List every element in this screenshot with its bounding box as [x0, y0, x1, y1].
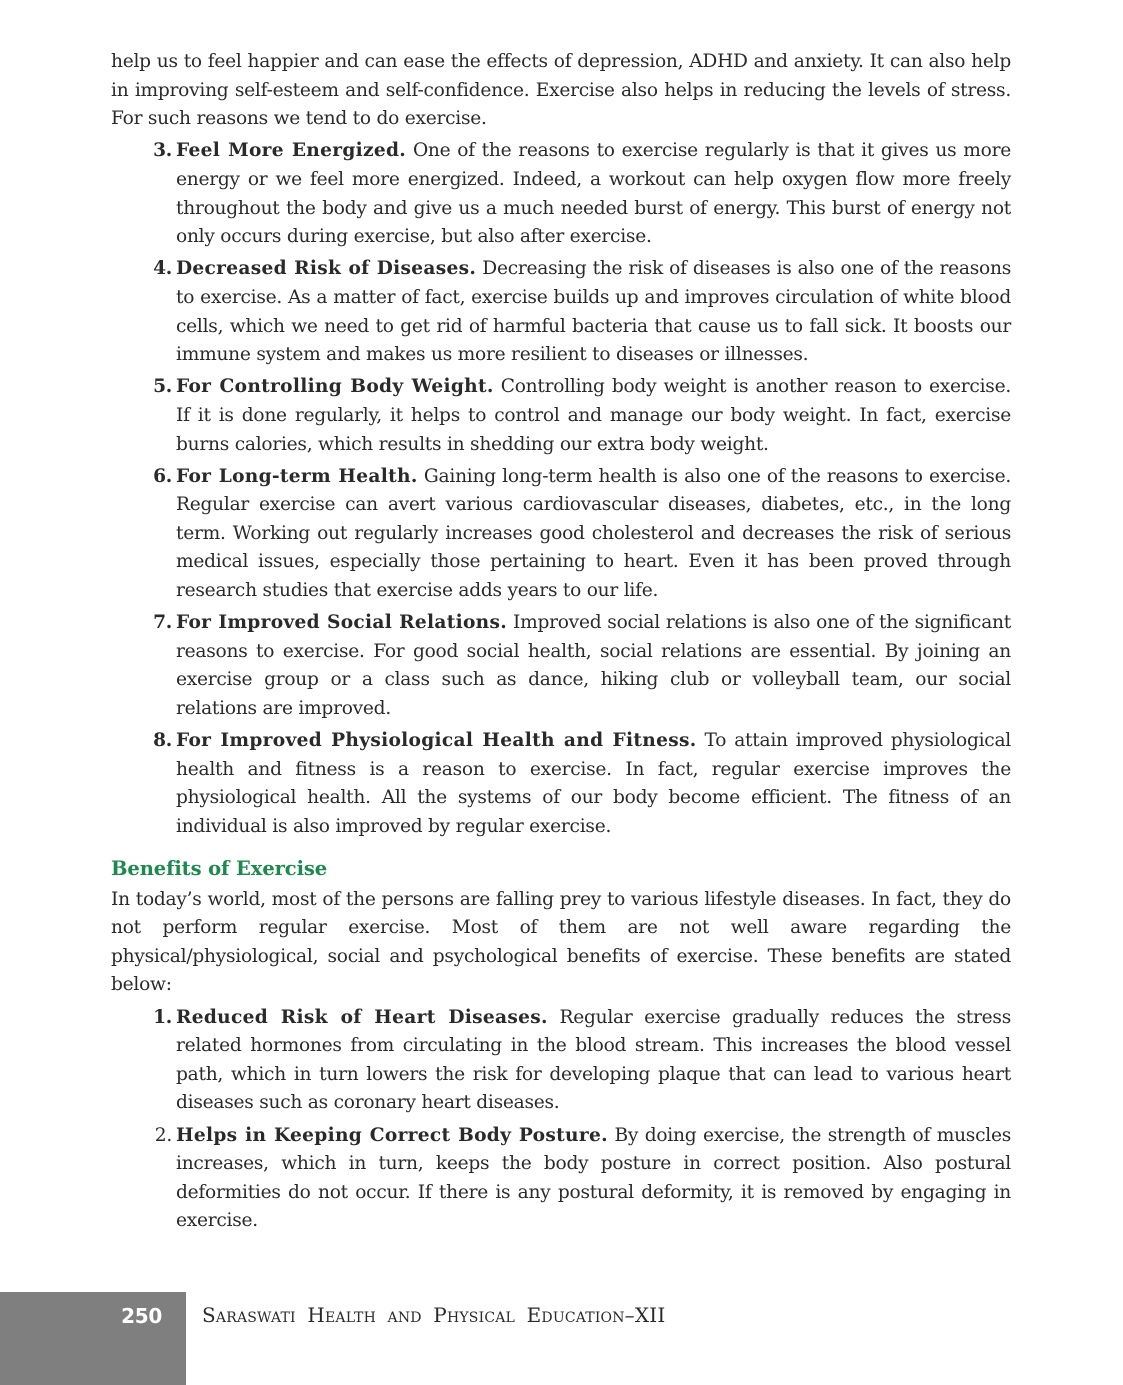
item-lead: For Controlling Body Weight. — [176, 376, 494, 398]
item-number: 4. — [153, 258, 172, 280]
item-text: Improved social relations is also one of the significant reasons to exercise. For good social health, social relations are essential. By joining an exercise group or a class such as dance, hiking club or volleyball team, our social relations are improved. — [176, 612, 1011, 720]
list-item — [153, 137, 1011, 251]
item-lead: Decreased Risk of Diseases. — [176, 258, 477, 280]
item-number: 6. — [153, 465, 172, 487]
item-text: Controlling body weight is another reason to exercise. If it is done regularly, it helps to control and manage our body weight. In fact, exercise burns calories, which results in shedding our extra body weight. — [176, 376, 1012, 455]
list-item — [153, 255, 1011, 369]
list-item — [153, 727, 1012, 841]
item-lead: Helps in Keeping Correct Body Posture. — [176, 1124, 608, 1146]
item-lead: For Improved Social Relations. — [176, 612, 508, 634]
page-content — [111, 48, 1011, 1236]
item-text: Decreasing the risk of diseases is also one of the reasons to exercise. As a matter of fact, exercise builds up and improves circulation of white blood cells, which we need to get rid of harmful bacteria that cause us to fall sick. It boosts our immune system and makes us more resilient to diseases or illnesses. — [176, 258, 1011, 366]
section-heading: Benefits of Exercise — [111, 856, 328, 880]
item-number: 2. — [154, 1124, 172, 1146]
reasons-list — [111, 137, 1011, 841]
list-item — [153, 609, 1011, 723]
list-item — [153, 463, 1011, 606]
running-title: Saraswati Health and Physical Education–XII — [202, 1303, 666, 1327]
item-text: Regular exercise gradually reduces the stress related hormones from circulating in the blood stream. This increases the blood vessel path, which in turn lowers the risk for developing plaque that can lead to various heart diseases such as coronary heart diseases. — [176, 1006, 1011, 1114]
page-number-box — [0, 1292, 186, 1385]
item-lead: For Long-term Health. — [176, 465, 418, 487]
section-intro: In today’s world, most of the persons are falling prey to various lifestyle diseases. In fact, they do not perform regular exercise. Most of them are not well aware regarding the physical/physiological, social and psychological benefits of exercise. These benefits are stated below: — [111, 888, 1011, 996]
item-text: Gaining long-term health is also one of the reasons to exercise. Regular exercise can avert various cardiovascular diseases, diabetes, etc., in the long term. Working out regularly increases good cholesterol and decreases the risk of serious medical issues, especially those pertaining to heart. Even it has been proved through research studies that exercise adds years to our life. — [176, 465, 1011, 602]
item-lead: Feel More Energized. — [176, 140, 407, 162]
continuation-paragraph: help us to feel happier and can ease the effects of depression, ADHD and anxiety. It can also help in improving self-esteem and self-confidence. Exercise also helps in reducing the levels of stress. For such reasons we tend to do exercise. — [111, 51, 1011, 130]
item-lead: Reduced Risk of Heart Diseases. — [176, 1006, 548, 1028]
item-number: 3. — [153, 140, 172, 162]
item-text: By doing exercise, the strength of muscles increases, which in turn, keeps the body posture in correct position. Also postural deformities do not occur. If there is any postural deformity, it is removed by engaging in exercise. — [176, 1124, 1011, 1232]
item-number: 8. — [153, 730, 172, 752]
item-number: 1. — [153, 1006, 172, 1028]
item-number: 7. — [153, 612, 172, 634]
page-number: 250 — [121, 1304, 162, 1328]
item-lead: For Improved Physiological Health and Fitness. — [176, 730, 697, 752]
list-item — [154, 1122, 1011, 1236]
list-item — [153, 373, 1012, 459]
item-text: To attain improved physiological health and fitness is a reason to exercise. In fact, regular exercise improves the physiological health. All the systems of our body become efficient. The fitness of an individual is also improved by regular exercise. — [176, 730, 1012, 837]
benefits-list — [111, 1004, 1011, 1236]
item-number: 5. — [153, 376, 172, 398]
list-item — [153, 1004, 1011, 1118]
item-text: One of the reasons to exercise regularly is that it gives us more energy or we feel more energized. Indeed, a workout can help oxygen flow more freely throughout the body and give us a much needed burst of energy. This burst of energy not only occurs during exercise, but also after exercise. — [176, 140, 1011, 248]
